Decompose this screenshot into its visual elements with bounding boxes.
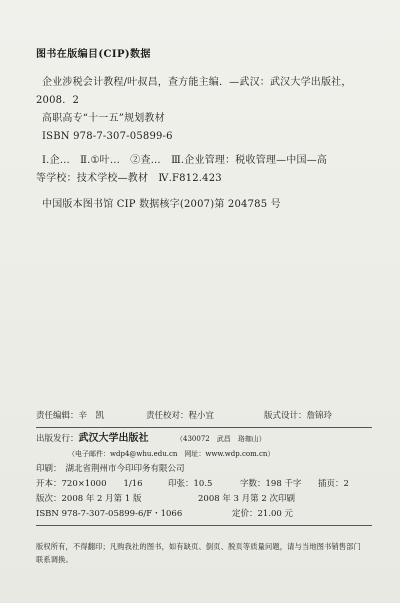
sheets-value: 印张：10.5 <box>168 479 213 489</box>
divider-bottom <box>36 525 372 526</box>
edition-line <box>36 495 141 504</box>
printer-line <box>36 465 185 474</box>
cip-isbn: ISBN 978-7-307-05899-6 <box>42 131 173 142</box>
price: 定价：21.00 元 <box>232 509 294 519</box>
publisher-label: 出版发行： <box>36 434 79 444</box>
cip-line-1: 企业涉税会计教程/叶叔昌，查方能主编．—武汉：武汉大学出版社， <box>42 77 352 88</box>
publisher-address: （430072 武昌 珞珈山） <box>176 435 266 443</box>
book-isbn: ISBN 978-7-307-05899-6/F・1066 <box>36 509 183 519</box>
editor-credit <box>36 412 104 421</box>
plates-value: 插页：2 <box>318 479 349 489</box>
edition-label: 版次： <box>36 494 62 504</box>
cip-line-2: 2008．2 <box>36 95 80 106</box>
cip-line-5: Ⅰ.企… Ⅱ.①叶… ②查… Ⅲ.企业管理：税收管理—中国—高 <box>42 155 328 166</box>
publisher-line <box>36 434 149 444</box>
words-value: 字数：198 千字 <box>240 479 302 489</box>
editor-name: 辛 凯 <box>78 411 105 421</box>
printer-name: 湖北省荆州市今印印务有限公司 <box>65 464 185 474</box>
proof-label: 责任校对： <box>146 411 189 421</box>
proof-credit <box>146 412 214 421</box>
cip-number: 中国版本图书馆 CIP 数据核字(2007)第 204785 号 <box>42 199 281 210</box>
format-value: 720×1000 1/16 <box>61 479 143 489</box>
cip-title: 图书在版编目(CIP)数据 <box>36 49 151 60</box>
design-name: 詹锦玲 <box>306 411 333 421</box>
format-line <box>36 480 143 489</box>
divider-top <box>36 427 372 428</box>
format-label: 开本： <box>36 479 62 489</box>
cip-line-6: 等学校：技术学校—教材 Ⅳ.F812.423 <box>36 173 222 184</box>
publisher-contact: （电子邮件：wdp4@whu.edu.cn 网址：www.wdp.com.cn） <box>68 450 275 458</box>
design-label: 版式设计： <box>264 411 307 421</box>
publisher-name: 武汉大学出版社 <box>78 433 149 444</box>
editor-label: 责任编辑： <box>36 411 79 421</box>
edition-value: 2008 年 2 月第 1 版 <box>61 494 142 504</box>
printing-value: 2008 年 3 月第 2 次印刷 <box>198 494 295 504</box>
cip-line-3: 高职高专“十一五”规划教材 <box>42 113 165 124</box>
print-label: 印刷： <box>36 464 62 474</box>
design-credit <box>264 412 332 421</box>
copyright-notice: 版权所有，不得翻印；凡购我社的图书，如有缺页、倒页、脱页等质量问题，请与当地图书销售部门联系调换。 <box>36 542 362 564</box>
proof-name: 程小宜 <box>188 411 215 421</box>
